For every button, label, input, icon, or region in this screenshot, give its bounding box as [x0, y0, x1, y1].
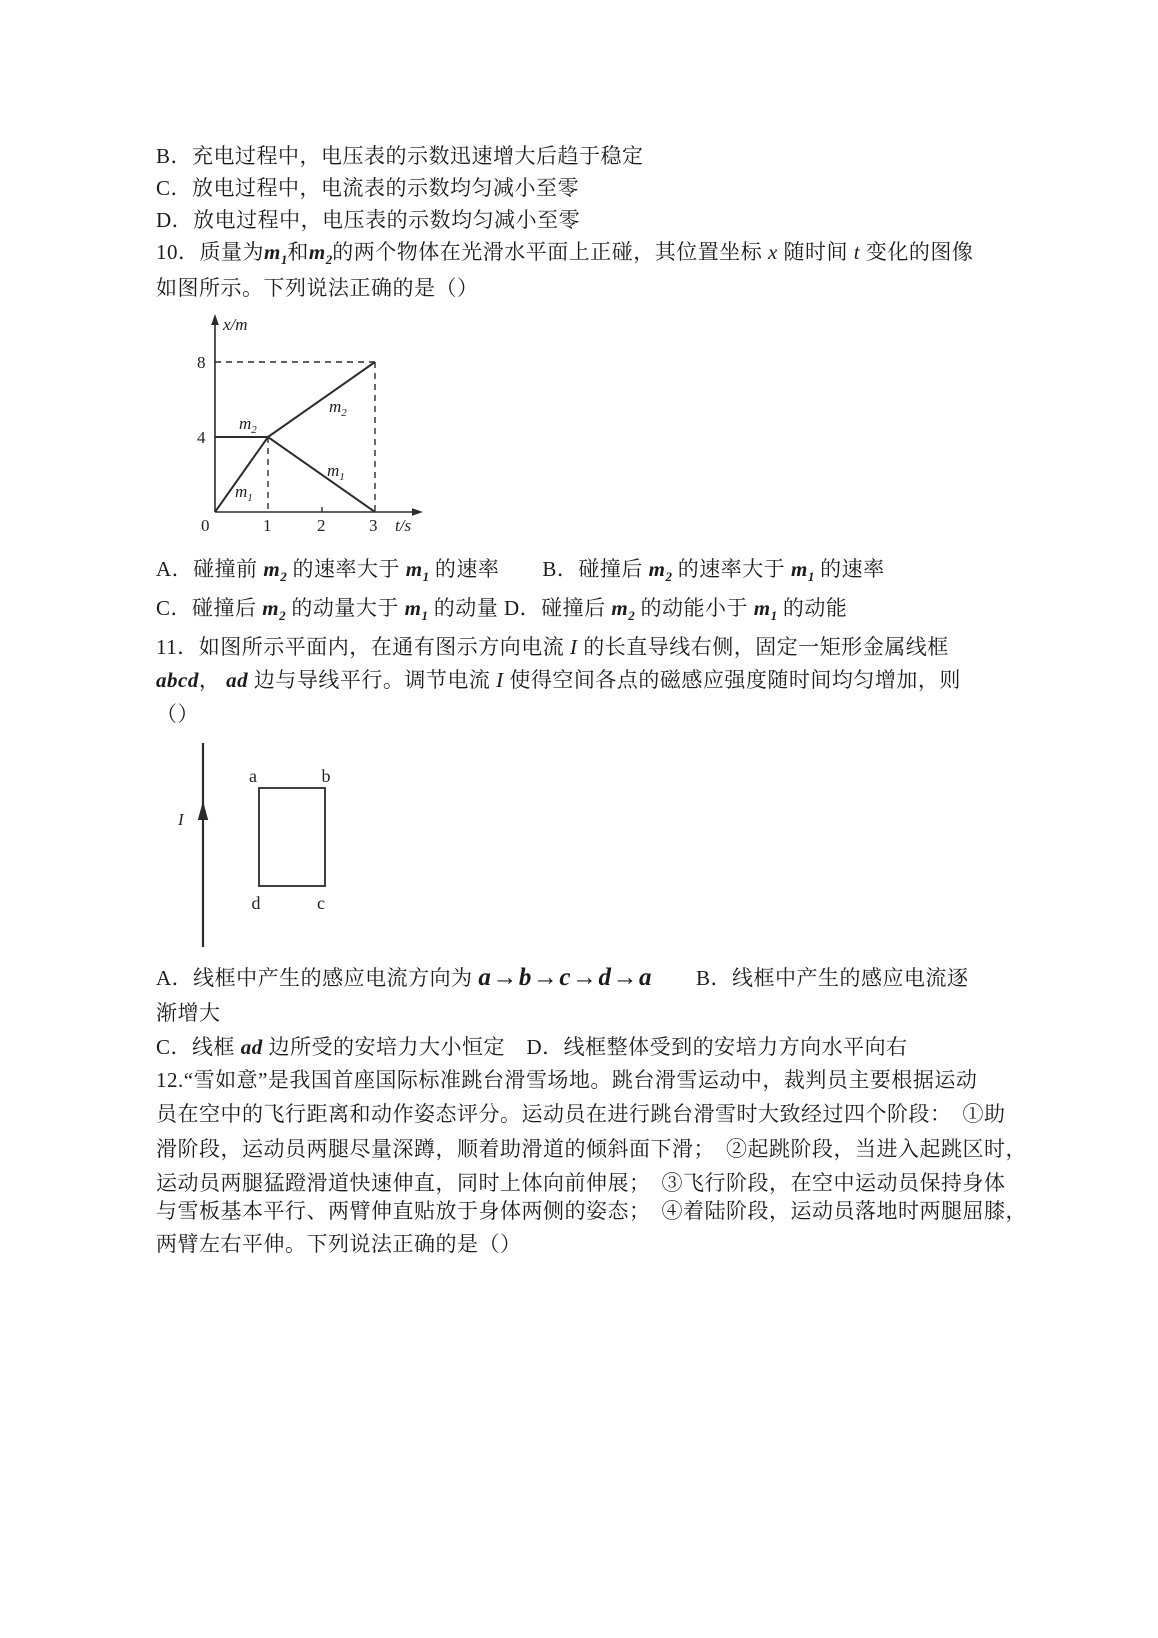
current-arrow-icon [198, 801, 208, 820]
corner-label-b: b [321, 766, 331, 786]
q10-options-cd: C．碰撞后 $m_2$ 的动量大于 $m_1$ 的动量 D．碰撞后 $m_2$ 的动能小于 $m_1$ 的动能 [156, 596, 848, 624]
q12-stem-line-6: 两臂左右平伸。下列说法正确的是（） [156, 1232, 522, 1256]
corner-label-a: a [249, 766, 257, 786]
xtick-3: 3 [369, 516, 378, 535]
q11-stem-line-1: 11．如图所示平面内，在通有图示方向电流 I 的长直导线右侧，固定一矩形金属线框 [156, 635, 949, 659]
q12-stem-line-5: 与雪板基本平行、两臂伸直贴放于身体两侧的姿态； ④着陆阶段，运动员落地时两腿屈膝， [156, 1199, 1027, 1223]
q12-stem-line-4: 运动员两腿猛蹬滑道快速伸直，同时上体向前伸展； ③飞行阶段，在空中运动员保持身体 [156, 1171, 1006, 1195]
q12-stem-line-3: 滑阶段，运动员两腿尽量深蹲，顺着助滑道的倾斜面下滑； ②起跳阶段，当进入起跳区时， [156, 1137, 1027, 1161]
q11-options-ab-wrap: 渐增大 [156, 1001, 221, 1025]
q10-position-time-graph [183, 306, 433, 538]
q12-stem-line-1: 12.“雪如意”是我国首座国际标准跳台滑雪场地。跳台滑雪运动中，裁判员主要根据运动 [156, 1068, 978, 1092]
m2-label-before: $m_2$ [239, 414, 257, 436]
xtick-0: 0 [201, 516, 210, 535]
x-axis-label: t/s [395, 516, 412, 535]
y-axis-arrow-icon [211, 314, 219, 325]
q12-stem-line-2: 员在空中的飞行距离和动作姿态评分。运动员在进行跳台滑雪时大致经过四个阶段： ①助 [156, 1102, 1006, 1126]
q11-options-cd: C．线框 ad 边所受的安培力大小恒定 D．线框整体受到的安培力方向水平向右 [156, 1035, 908, 1059]
corner-label-d: d [251, 893, 261, 913]
metal-loop-abcd [259, 788, 325, 886]
m1-label-before: $m_1$ [235, 482, 253, 504]
m2-label-after: $m_2$ [329, 397, 347, 419]
q9-option-c: C．放电过程中，电流表的示数均匀减小至零 [156, 176, 580, 200]
xtick-2: 2 [317, 516, 326, 535]
q10-stem-line-1: 10．质量为$m_1$和$m_2$的两个物体在光滑水平面上正碰，其位置坐标 x 随时间 t 变化的图像 [156, 240, 974, 268]
q11-options-ab: A．线框中产生的感应电流方向为 a→b→c→d→a B．线框中产生的感应电流逐 [156, 964, 969, 991]
q9-option-b: B．充电过程中，电压表的示数迅速增大后趋于稳定 [156, 144, 644, 168]
q11-wire-loop-figure [170, 735, 390, 955]
y-axis-label: x/m [223, 315, 248, 334]
x-axis-arrow-icon [412, 508, 423, 516]
q10-options-ab: A．碰撞前 $m_2$ 的速率大于 $m_1$ 的速率 B．碰撞后 $m_2$ 的速率大于 $m_1$ 的速率 [156, 557, 885, 585]
xtick-1: 1 [263, 516, 272, 535]
q11-stem-line-2: abcd， ad 边与导线平行。调节电流 I 使得空间各点的磁感应强度随时间均匀增加，则 [156, 668, 961, 692]
q9-option-d: D．放电过程中，电压表的示数均匀减小至零 [156, 208, 581, 232]
q11-stem-line-3: （） [156, 702, 199, 726]
ytick-4: 4 [197, 428, 206, 447]
current-label: I [178, 810, 184, 829]
m1-label-after: $m_1$ [327, 461, 345, 483]
ytick-8: 8 [197, 353, 206, 372]
corner-label-c: c [317, 893, 325, 913]
q10-stem-line-2: 如图所示。下列说法正确的是（） [156, 276, 479, 300]
